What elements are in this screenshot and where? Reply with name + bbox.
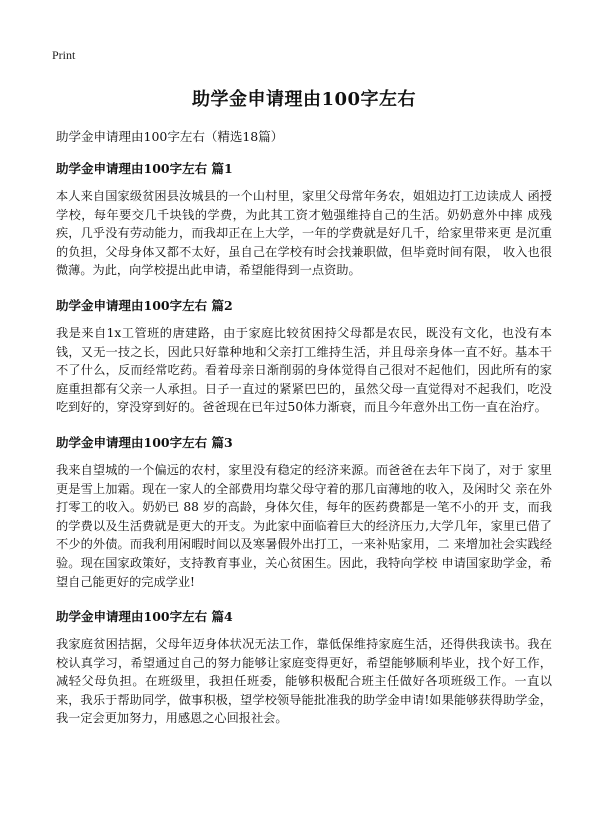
- section-heading: 助学金申请理由100字左右 篇1: [56, 161, 233, 176]
- section-3: [56, 433, 552, 591]
- print-link[interactable]: Print: [52, 48, 76, 62]
- section-paragraph: 本人来自国家级贫困县汝城县的一个山村里，家里父母常年务农，姐姐边打工边读成人 函授学校，每年要交几千块钱的学费，为此其工资才勉强维持自己的生活。奶奶意外中摔 成残疾，几乎没有劳动能力，而我却正在上大学，一年的学费就是好几千，给家里带来更 是沉重的负担，父母身体又都不太好，虽自己在学校有时会找兼职做，但毕竟时间有限， 收入也很微薄。为此，向学校提出此申请，希望能得到一点资助。: [56, 189, 552, 278]
- section-paragraph: 我是来自1x工管班的唐建路，由于家庭比较贫困持父母都是农民，既没有文化，也没有本钱，又无一技之长，因此只好靠种地和父亲打工维持生活，并且母亲身体一直不好。基本干不了什么，反而经常吃药。看着母亲日渐削弱的身体觉得自己很对不起他们，因此所有的家庭重担都有父亲一人承担。日子一直过的紧紧巴巴的，虽然父母一直觉得对不起我们，吃没吃到好的，穿没穿到好的。爸爸现在已年过50体力渐衰，而且今年意外出工伤一直在治疗。: [56, 325, 552, 415]
- page-title: 助学金申请理由100字左右: [191, 89, 417, 110]
- section-heading: 助学金申请理由100字左右 篇3: [56, 434, 233, 450]
- section-4: [56, 607, 552, 728]
- section-1: [56, 159, 552, 280]
- section-heading: 助学金申请理由100字左右 篇2: [56, 297, 233, 313]
- document-subtitle: 助学金申请理由100字左右（精选18篇）: [56, 129, 284, 144]
- section-paragraph: 我家庭贫困拮据，父母年迈身体状况无法工作，靠低保维持家庭生活，还得供我读书。我在校认真学习，希望通过自己的努力能够让家庭变得更好，希望能够顺利毕业，找个好工作，减轻父母负担。在班级里，我担任班委，能够积极配合班主任做好各项班级工作。一直以来，我乐于帮助同学，做事积极，望学校领导能批准我的助学金申请!如果能够获得助学金，我一定会更加努力，用感恩之心回报社会。: [56, 637, 552, 726]
- section-2: [56, 296, 552, 417]
- section-paragraph: 我来自望城的一个偏远的农村，家里没有稳定的经济来源。而爸爸在去年下岗了，对于 家里更是雪上加霜。现在一家人的全部费用均靠父母守着的那几亩薄地的收入，及闲时父 亲在外打零工的收入。奶奶已 88 岁的高龄，身体欠佳，每年的医药费都是一笔不小的开 支，而我的学费以及生活费就是更大的开支。为此家中面临着巨大的经济压力,大学几年，家里已借了不少的外债。而我利用闲暇时间以及寒暑假外出打工，一来补贴家用，二 来增加社会实践经验。现在国家政策好，支持教育事业，关心贫困生。因此，我特向学校 申请国家助学金，希望自己能更好的完成学业!: [56, 462, 552, 589]
- section-heading: 助学金申请理由100字左右 篇4: [56, 609, 233, 625]
